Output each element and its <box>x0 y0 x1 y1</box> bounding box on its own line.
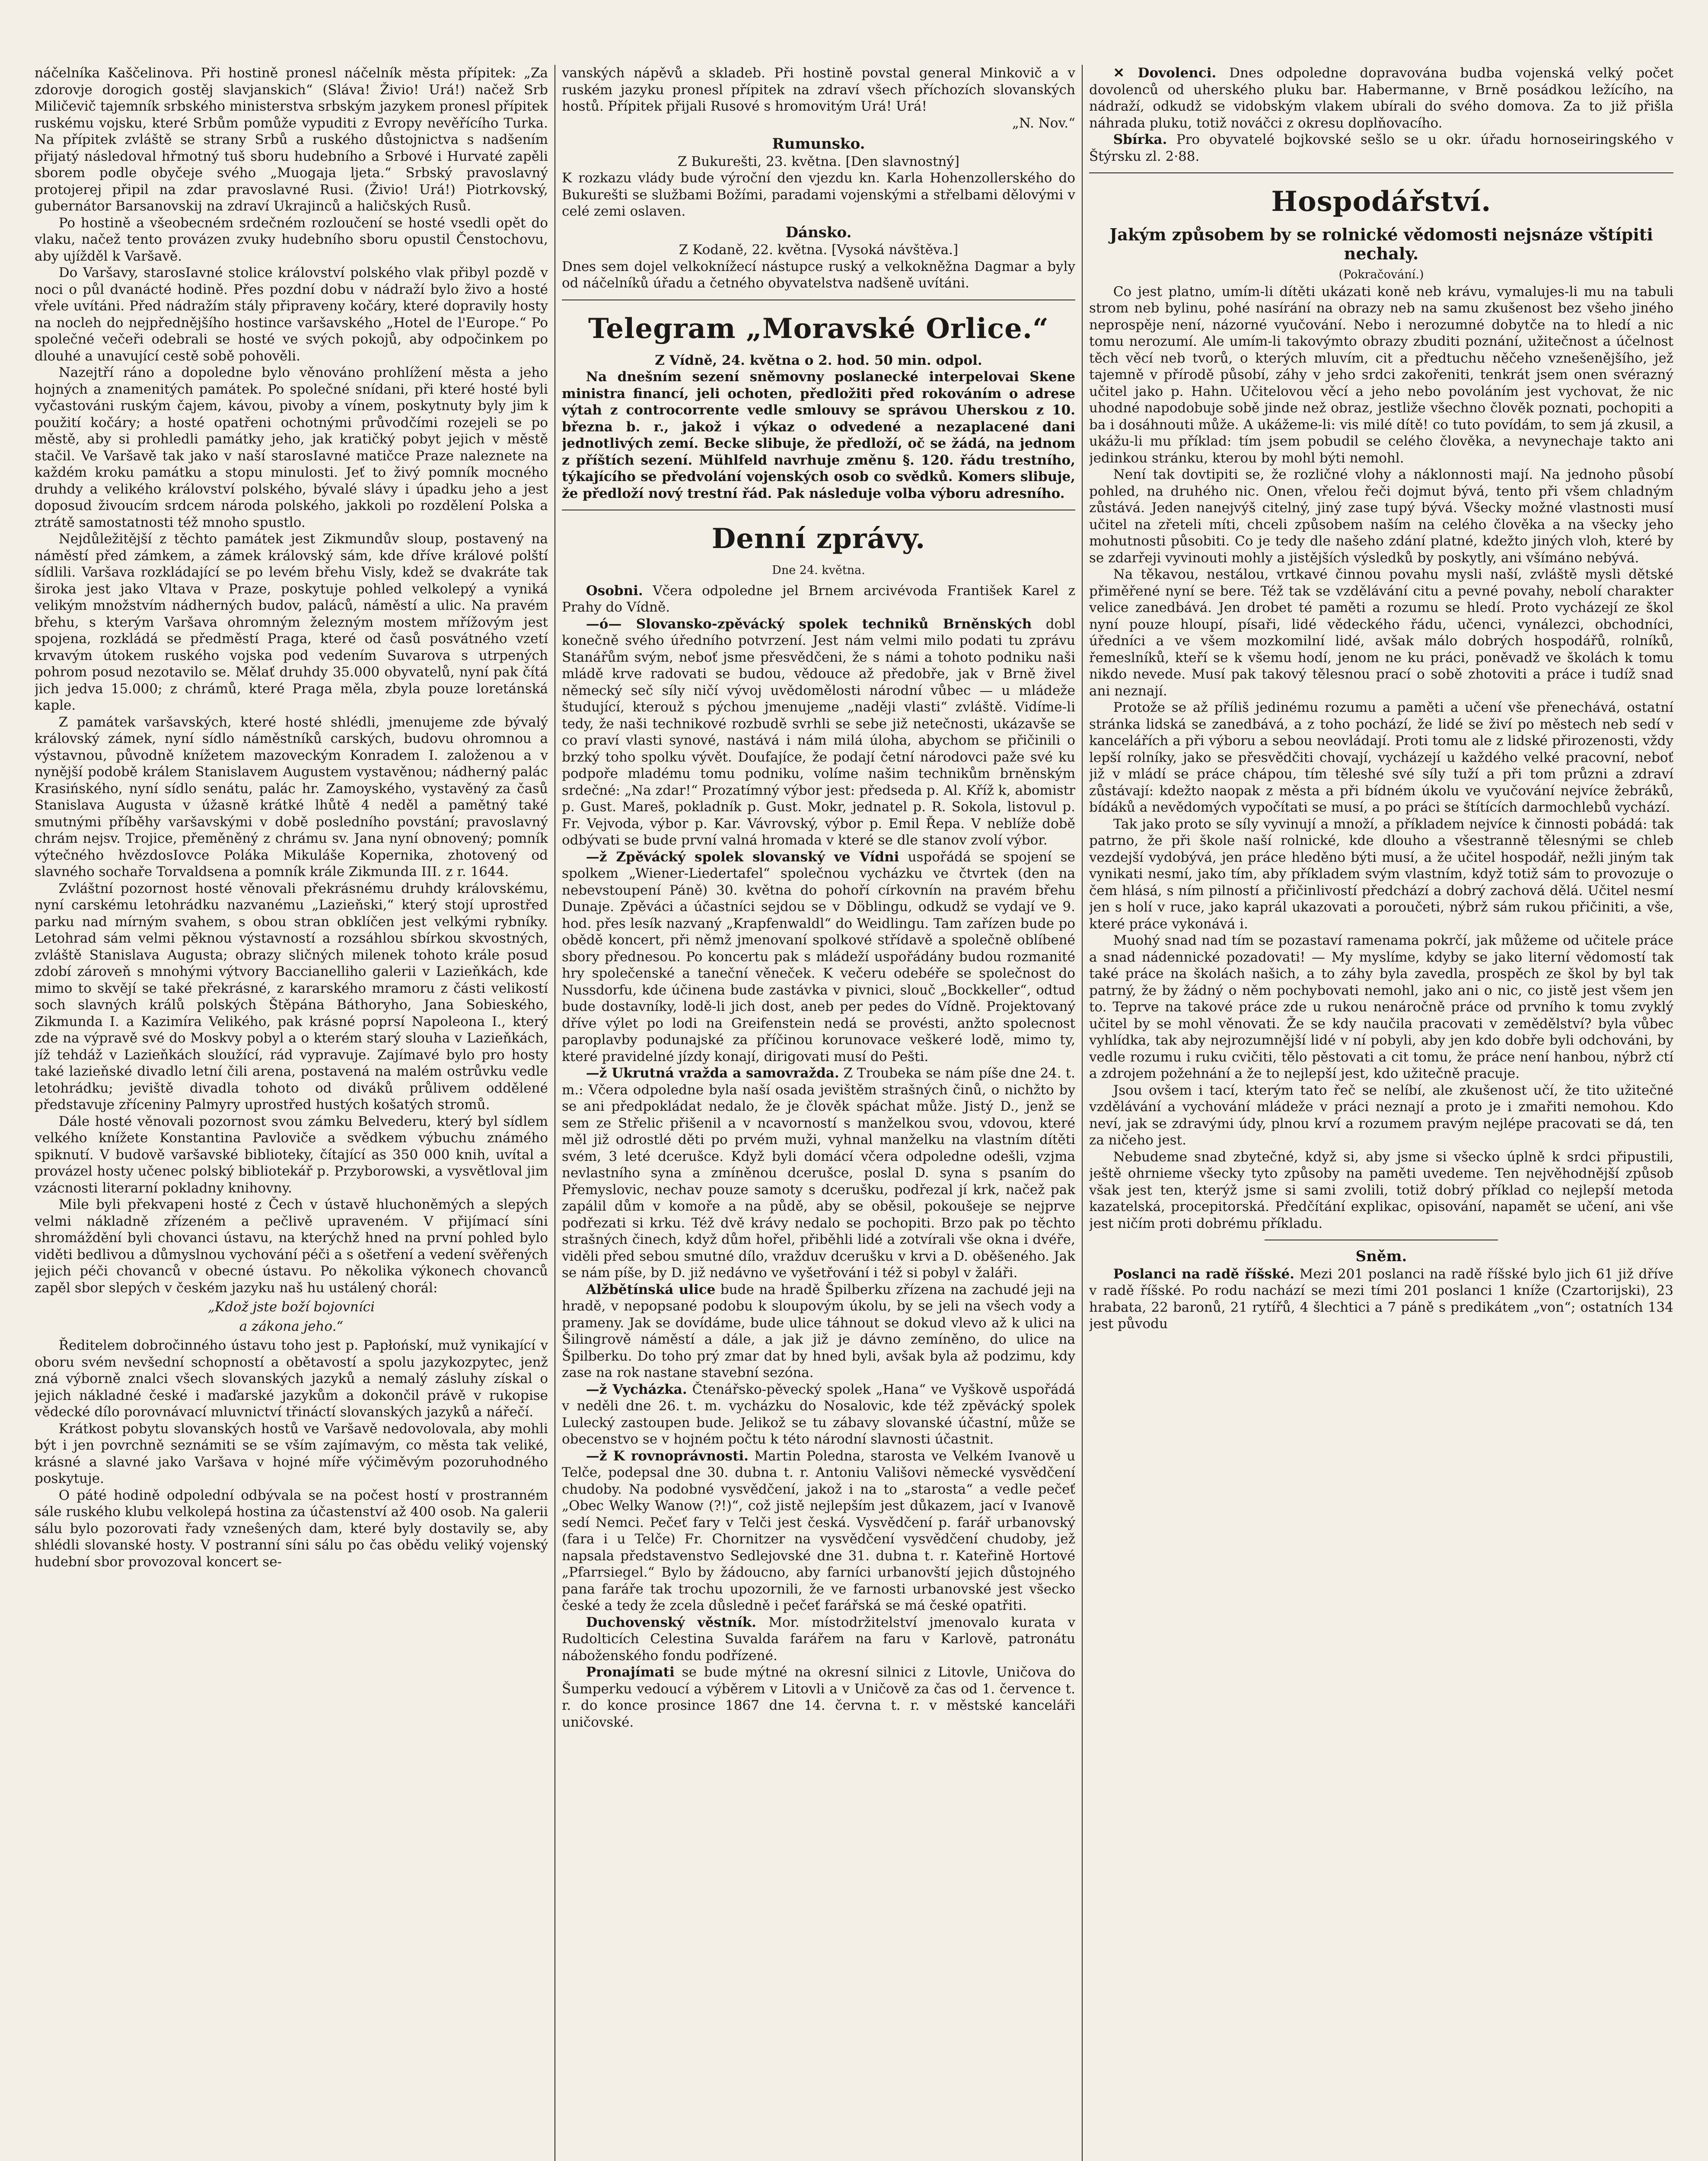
choral-verse-1: „Kdož jste boží bojovníci <box>207 1299 375 1315</box>
article-paragraph: Mile byli překvapeni hosté z Čech v ústavě hluchoněmých a slepých velmi nákladně zřízeném a pečlivě upraveném. V přijímací síni shromáždění byli chovanci ústavu, na kterýchž hned na první pohled bylo viděti bedlivou a důmyslnou vychování péči a s ošetření a vedení svěřených jejich péči chovanců v obecné ústavu. Po několika výkonech chovanců zapěl sbor slepých v českém jazyku naš hu ustálený chorál: <box>35 1197 548 1296</box>
economy-section-title: Hospodářství. <box>1271 185 1491 218</box>
parliament-section-title: Sněm. <box>1355 1248 1407 1265</box>
news-item: Alžbětínská ulice bude na hradě Špilberku zřízena na zachudé jeji na hradě, v nepopsané podobu k sloupovým úkolu, by se jeli na všech vody a prameny. Jak se dovídáme, bude ulice táhnout se dokud vlevo až k ulici na Šilingrově náměstí a dále, a jak již je dávno zemíněno, do ulice na Špilberku. Do toho prý zmar dat by hned byli, avšak byla až podzimu, kdy zase na rok nastane stavební sezóna. <box>562 1281 1075 1380</box>
section-heading-rumunsko: Rumunsko. <box>772 135 865 153</box>
article-paragraph: Protože se až příliš jedinému rozumu a paměti a učení vše přenechává, ostatní stránka lidská se zanedbává, a z toho pochází, že lidé se živí po městech neb sedí v kancelářích a při výboru a sebou neovládají. Proti tomu ale z lidské přirozenosti, vždy lepší rolníky, jako se přesvědčiti chovají, vycházejí u každého velké pracovní, neboť již v mládí se práce chápou, tím těleshé své síly tuží a při tom průzni a zdraví zůstávají: kdežto naopak z města a při bídném úkolu ve vyučování nejvíce žebráků, bídáků a nevědomých vypočítati se musí, a po práci se štítících darmochlebů vychází. <box>1089 700 1673 815</box>
news-item-heading: —ž Zpěvácký spolek slovanský ve Vídni <box>586 849 899 865</box>
news-item: Pronajímati se bude mýtné na okresní silnici z Litovle, Uničova do Šumperku vedoucí a výběrem v Litovli a v Uničově za čas od 1. července t. r. do konce prosince 1867 dne 14. června t. r. v městské kanceláři uničovské. <box>562 1664 1075 1730</box>
daily-news-date: Dne 24. května. <box>772 564 865 577</box>
article-paragraph: Po hostině a všeobecném srdečném rozloučení se hosté vsedli opět do vlaku, načež tento provázen zvuky hudebního sboru opustil Čenstochovu, aby ujížděl k Varšavě. <box>35 215 548 264</box>
telegram-dateline: Z Vídně, 24. května o 2. hod. 50 min. odpol. <box>655 352 982 368</box>
article-paragraph: náčelníka Kaščelinova. Při hostině pronesl náčelník města přípitek: „Za zdorovje dorogich gostěj slavjanskich“ (Sláva! Živio! Urá!) načež Srb Miličevič tajemník srbského ministerstva srbským jazykem pronesl přípitek ruskému vojsku, které Srbům pomůže vypuditi z Evropy nevěřícího Turka. Na přípitek zvláště se strany Srbů a ruského důstojnictva s nadšením přijatý následoval hřmotný tuš sboru hudebního a Srbové i Hurvaté zapěli sborem podle obyčeje svého „Muogaja ljeta.“ Srbský pravoslavný protojerej připil na zdar pravoslavné Rusi. (Živio! Urá!) Piotrkovský, gubernátor Barsanovskij na zdraví Ukrajinců a haličských Rusů. <box>35 65 548 214</box>
article-paragraph: Jsou ovšem i tací, kterým tato řeč se nelíbí, ale zkušenost učí, že tito užitečné vzdělávání a vychování mládeže v práci neznají a proto je i zmařiti nemohou. Kdo neví, jak se zdravými údy, plnou krví a rozumem pravým nejlépe pracovati se dá, ten za ničeho jest. <box>1089 1082 1673 1148</box>
daily-news-title: Denní zprávy. <box>711 523 926 555</box>
news-item: ✕ Dovolenci. Dnes odpoledne dopravována budba vojenská velký počet dovolenců od uherského pluku bar. Habermanne, v Brně posádkou ležícího, na nádraží, odkudž se vidobským vlakem ubírali do svého domova. Za to již přišla náhrada pluku, totiž nováčci z okresu doplňovacího. <box>1089 65 1673 131</box>
news-item: —ž Vycházka. Čtenářsko-pěvecký spolek „Hana“ ve Vyškově uspořádá v neděli dne 26. t. m. vycházku do Nosalovic, kde též zpěvácký spolek Lulecký zastoupen bude. Jelikož se tu zábavy slovanské účastní, může se obecenstvo se v hojném počtu k této národní slavnosti účastnit. <box>562 1381 1075 1447</box>
news-item: —ž K rovnoprávnosti. Martin Poledna, starosta ve Velkém Ivanově u Telče, podepsal dne 30. dubna t. r. Antoniu Vališovi německé vysvědčení chudoby. Na podobné vysvědčení, jakož i na to „starosta“ a vedle pečeť „Obec Welky Wanow (?!)“, což jistě nejlepším jest důkazem, jací v Ivanově sedí Nemci. Pečeť fary v Telči jest česká. Vysvědčení p. farář urbanovský (fara i u Telče) Fr. Chornitzer na vysvědčení vysvědčení chudoby, jež napsala představenstvo Sedlejovské dne 31. dubna t. r. Kateřině Hortové „Pfarrsiegel.“ Bylo by žádoucno, aby farníci urbanovští jejich důstojného pana faráře tak trochu upozornili, že ve farnosti urbanovské jest všecko české a tedy že zcela důsledně i pečeť farářská se má české opatřiti. <box>562 1448 1075 1613</box>
article-paragraph: Dnes sem dojel velkoknížecí nástupce ruský a velkokněžna Dagmar a byly od náčelníků úřadu a četného obyvatelstva nadšeně uvítáni. <box>562 258 1075 291</box>
article-paragraph: Nejdůležitější z těchto památek jest Zikmundův sloup, postavený na náměstí před zámkem, a zámek královský sám, kde dříve králové polští sídlili. Varšava rozkládající se po levém břehu Visly, kdež se dvakráte tak široka jest jako Vltava v Praze, poskytuje pohled velkolepý a vyniká velikým množstvím nádherných budov, paláců, náměstí a ulic. Na pravém břehu, s kterým Varšava ohromným železným mostem mřížovým jest spojena, rozkládá se předměstí Praga, které od časů posvátného vzetí krvavým útokem ruského vojska pod vedením Suvarova s utrpených pohrom posud nezotavilo se. Mělať druhdy 35.000 obyvatelů, nyní pak čítá jich jedva 15.000; z chrámů, které Praga měla, zbyla pouze loretánská kaple. <box>35 531 548 713</box>
telegram-title: Telegram „Moravské Orlice.“ <box>588 312 1049 345</box>
article-paragraph: O páté hodině odpolední odbývala se na počest hostí v prostranném sále ruského klubu velkolepá hostina za účastenství až 400 osob. Na galerii sálu bylo pozorovati řady vzneŝených dam, které byly dostavily se, aby shlédli slovanské hosty. V postranní síni sálu po čas obědu veliký vojenský hudební sbor provozoval koncert se- <box>35 1487 548 1570</box>
article-paragraph: Nazejtří ráno a dopoledne bylo věnováno prohlížení města a jeho hojných a znamenitých památek. Po společné snídani, při které hosté byli vyčastováni ruským čajem, kávou, pivoby a vínem, poskytnuty byly jim k použití kočáry; a hosté opatřeni ochotnými průvodčími rozejeli se po městě, aby si prohledli památky jeho, jak kratičký pobyt jejich v městě stačil. Ve Varšavě tak jako v naší starosIavné matičce Praze naleznete na každém kroku památku a stopu minulosti. Jeť to živý pomník mocného druhdy a velikého království polského, bývalé slávy i úpadku jeho a jest doposud živoucím srdcem národa polského, jakkoli po rozdělení Polska a ztrátě samostatnosti též mnoho spustlo. <box>35 365 548 530</box>
section-divider <box>1089 172 1673 173</box>
news-item: —ž Ukrutná vražda a samovražda. Z Troubeka se nám píše dne 24. t. m.: Včera odpoledne byla naší osada jevištěm strašných činů, o nichžto by se ani předpokládat nedalo, že je člověk spáchat může. Jistý D., jenž se sem ze Střelic přišenil a v ncavorností s manželkou svou, vdovou, které měl již odrostlé děti po prvém muži, vyhnal manželku na vlastním dítěti svém, 3 leté dcerušce. Když byli domácí včera odpoledne odešli, vzjma nevlastního syna a zmíněnou dcerušce, poslal D. syna s psaním do Přemyslovic, nechav pouze samoty s dcerušku, podřezal jí krk, načež pak zapálil dům v komoře a na půdě, aby se oběsil, pokoušeje se nejprve podřezati si krku. Též dvě krávy nedalo se pochopiti. Brzo pak po těchto strašných činech, když dům hořel, přiběhli lidé a zotvírali vše okna i dvéře, viděli před sebou smutné dílo, vražduv dcerušku v krvi a D. oběšeného. Jak se nám píše, by D. již nedávno ve vyšetřování i též si pobyl v žaláři. <box>562 1065 1075 1281</box>
news-item-heading: —ž K rovnoprávnosti. <box>586 1448 749 1464</box>
news-item: —ž Zpěvácký spolek slovanský ve Vídni uspořádá se spojení se spolkem „Wiener-Liedertafel“ společnou vycházku ve čtvrtek (den na nebevstoupení Páně) 30. května do pohoří církovnín na pravém břehu Dunaje. Zpěváci a účastníci sejdou se v Döblingu, odkudž se vydají ve 9. hod. přes lesík nazvaný „Krapfenwaldl“ do Weidlingu. Tam zařízen bude po obědě koncert, při němž jmenovaní spolkové střídavě a společně oblíbené sbory přednesou. Po koncertu pak s mládeží uspořádány budou rozmanité hry společenské a taneční věneček. K večeru odebéře se společnost do Nussdorfu, kde účinena bude zastávka v pivnici, slouč „Bockkeller“, odtud bude dostavníky, lodě-li jich dost, aneb per pedes do Vídně. Projektovaný dříve výlet po lodi na Greifenstein nedá se provésti, anžto spolecnost paroplavby podunajské za příčinou korunovace veškeré lodě, mimo ty, které pravidelné jízdy konají, dirigovati musí do Pešti. <box>562 849 1075 1065</box>
article-paragraph: Tak jako proto se síly vyvinují a množí, a příkladem nejvíce k činnosti pobádá: tak patrno, že při škole naší rolnické, kde dlouho a všestranně tělesnými se chleb vezdejší vydobývá, jen práce hleděno býti musí, a že učitel hospodář, nežli jiným tak vynikati nesmí, jako tím, aby příkladem svým vlastním, když totiž sám to provozuje o čem hlásá, s ním pilností a přičinlivostí předchází a dobrý zachová dělá. Učitel nesmí jen s holí v ruce, jako kaprál ukazovati a poroučeti, nýbrž sám rukou přičiniti, a vše, které práce vykonává i. <box>1089 816 1673 932</box>
telegram-body: Na dnešním sezení sněmovny poslanecké interpelovai Skene ministra financí, jeli ochoten, předložiti před rokováním o adrese výtah z controcorrente vedle smlouvy se správou Uherskou z 10. března b. r., jakož i výkaz o odvedené a nezaplacené dani jednotlivých zemí. Becke slibuje, že předloží, oč se žádá, na jednom z příštích sezení. Mühlfeld navrhuje změnu §. 120. řádu trestního, týkajícího se předvolání vojenských osob co svědků. Komers slibuje, že předloží nový trestní řád. Pak následuje volba výboru adresního. <box>562 369 1075 501</box>
newspaper-column-2 <box>562 65 1075 2161</box>
news-item: Duchovenský věstník. Mor. místodržitelství jmenovalo kurata v Rudolticích Celestina Suvalda farářem na faru v Karlově, patronátu náboženského fondu podřízené. <box>562 1614 1075 1664</box>
article-paragraph: Nebudeme snad zbytečné, když si, aby jsme si všecko úplně k srdci připustili, ještě ohrnieme všecky tyto způsoby na paměti uvedeme. Ten nejvěhodnější způsob však jest ten, kterýž jsme si sami zvolili, totiž dobrý příklad co nejlepší metoda kazatelská, procepitorská. Předčítání explikac, opisování, napamět se učení, ani vše jest ničím proti dobrému příkladu. <box>1089 1149 1673 1231</box>
news-item: Osobni. Včera odpoledne jel Brnem arcivévoda František Karel z Prahy do Vídně. <box>562 583 1075 615</box>
news-item: —ó— Slovansko-zpěvácký spolek techniků Brněnských dobl konečně svého úředního potvrzení. Jest nám velmi milo podati tu zprávu Stanářům svým, neboť jsme přesvědčeni, že s námi a tohoto podniku naši mládě krve radovati se budou, vědouce až předobře, jak v Brně živel německý seč síly ničí vývoj uvědomělosti národní vůbec — u mládeže študující, kterouž s pýchou jmenujeme „naději vlasti“ zvláště. Vidíme-li tedy, že naši technikové rozbudě svrhli se sebe již netečnosti, ukázavše se co praví vlasti synové, nastává i nám milá úloha, abychom se přičinili o brzký toho spolku vývět. Doufajíce, že podají četní národovci paže své ku podpoře mladému tomu podniku, volíme našim technikům brněnským srdečné: „Na zdar!“ Prozatímný výbor jest: předseda p. Al. Kříž k, abomistr p. Gust. Mareš, pokladník p. Gust. Mokr, jednatel p. R. Sokola, listovul p. Fr. Vejvoda, výbor p. Kar. Vávrovský, výbor p. Emil Řepa. V neblíže době odbývati se bude první valná hromada v které se dle stanov zvolí výbor. <box>562 616 1075 848</box>
article-paragraph: Zvláštní pozornost hosté věnovali překrásnému druhdy královskému, nyní carskému letohrádku nazvanému „Lazieňski,“ který stojí uprostřed parku nad mírným svahem, s obou stran obklíčen jest velkými rybníky. Letohrad sám velmi pěknou výstavností a rozsáhlou sbírkou skvostných, zvláště Stanislava Augusta; obrazy sličných milenek tohoto krále posud zdobí zároveň s mnohými výtvory Baccianelliho galerii v Lazieňkách, kde mimo to skvějí se také překrásné, z kararského mramoru z části velikostí soch slavných králů polských Štěpána Báthoryho, Jana Sobieského, Zikmunda I. a Kazimíra Velikého, pak krásné poprsí Napoleona I., který zde na výpravě své do Moskvy pobyl a o kterém starý slouha v Lazieňkách, jíž tehdáž v Lazieňkách sloužící, rád vypravuje. Zajímavé bylo pro hosty také lazieňské divadlo letní čili arena, postavená na malém ostrůvku vedle letohrádku; jeviště divadla tohoto od diváků průlivem oddělené představuje zříceniny Palmyry uprostřed hustých košatých stromů. <box>35 880 548 1112</box>
article-paragraph: Krátkost pobytu slovanských hostů ve Varšavě nedovolovala, aby mohli být i jen povrchně seznámiti se se vším zajímavým, co města tak veliké, krásné a slavné jako Varšava v hojné míře výčiměvým pozoruhodného poskytuje. <box>35 1421 548 1486</box>
column-divider <box>554 65 555 2161</box>
news-item-heading: —ž Ukrutná vražda a samovražda. <box>586 1065 839 1081</box>
dateline: Z Bukurešti, 23. května. [Den slavnostný] <box>678 153 959 169</box>
column-divider <box>1082 65 1083 2161</box>
article-paragraph: Do Varšavy, starosIavné stolice království polského vlak přibyl pozdě v noci o půl dvanácté hodině. Přes pozdní dobu v nádraží bylo živo a hosté vřele uvítáni. Před nádražím stály připraveny kočáry, které dopravily hosty na nocleh do nejpřednějšího hostince varšavského „Hotel de l'Europe.“ Po společné večeři odebrali se hosté ve svých pokojů, aby odpočinkem po dlouhé a unavující cestě sobě pohověli. <box>35 265 548 364</box>
article-paragraph: vanských nápěvů a skladeb. Při hostině povstal general Minkovič a v ruském jazyku pronesl přípitek na zdraví všech příchozích slovanských hostů. Přípitek přijali Rusové s hromovitým Urá! Urá! <box>562 65 1075 114</box>
news-item-heading: Pronajímati <box>586 1664 675 1680</box>
news-item-heading: Osobni. <box>586 583 643 599</box>
newspaper-column-1 <box>35 65 548 2161</box>
article-paragraph: Na těkavou, nestálou, vrtkavé činnou povahu mysli naší, zvláště mysli dětské přiměřené nyní se bere. Též tak se vzdělávání citu a pevné povahy, nebolí charakter velice zanedbává. Jen drobet té paměti a rozumu se hledí. Proto vycházejí ze škol nyní pouze hloupí, písaři, lidé vědeckého řádu, učenci, vynálezci, obchodníci, úředníci a ve všem mozkomilní lidé, avšak málo dobrých hospodářů, rolníků, řemeslníků, kteří se k všemu hodí, jenom ne ku práci, poněvadž ve školách k tomu nikdo nevede. Musí pak takový tělesnou prací o sobě zhotoviti a práce i tudíž snad ani neznají. <box>1089 567 1673 699</box>
news-item-heading: ✕ Dovolenci. <box>1113 65 1217 81</box>
article-paragraph: Co jest platno, umím-li dítěti ukázati koně neb krávu, vymalujes-li mu na tabuli strom neb bylinu, pohé nasírání na obrazy neb na samu zkušenost bez všeho jiného neprospěje není, názorné vyučování. Nebo i nerozumné dobytče na to hledí a nic tomu nerozumí. Ale umím-li takovýmto obrazy zbuditi poznání, užitečnost a účelnost těch věcí neb tvorů, o kterých mluvím, cit a předtuchu něčeho vznešenějšího, jež tajemně v přírodě působí, záhy v jeho srdci zakořeniti, tenkrát jsem onen svérazný učitel jako p. Hahn. Učitelovou věcí a jeho nebo povoláním jest vychovat, že nic uhodné napodobuje sobě jinde než obraz, jestliže všechno člověk poznati, pochopiti a ba i dosáhnouti může. A ukážeme-li: vis milé dítě! co tuto povídám, to sem já zkusil, a ukážu-li mu příklad: tím jsem pobudil se celého člověka, a nevynechaje takto ani jedinkou stránku, kterou by mohl býti nemohl. <box>1089 284 1673 466</box>
article-title: Jakým způsobem by se rolnické vědomosti nejsnáze vštípiti nechaly. <box>1109 225 1653 263</box>
news-item: Sbírka. Pro obyvatelé bojkovské sešlo se u okr. úřadu hornoseiringského v Štýrsku zl. 2·88. <box>1089 132 1673 164</box>
article-paragraph: Z památek varšavských, které hosté shlédli, jmenujeme zde bývalý královský zámek, nyní sídlo náměstníků carských, budovu ohromnou a výstavnou, původně knížetem mazoveckým Konradem I. založenou a v nynější podobě králem Stanislavem Augustem vystavěnou; nádherný palác Krasińského, nyní sídlo senátu, palác hr. Zamoyského, vystavěný za časů Stanislava Augusta v úžasně krátké lhůtě 4 neděl a pamětný také smutnými příběhy varšavskými v době posledního povstání; pravoslavný chrám nejsv. Trojice, přeměněný z chrámu sv. Jana nyní obnovený; pomník výtečného hvězdosIovce Poláka Mikuláše Kopernika, zhotovený od slavného sochaře Torvaldsena a pomník krále Zikmunda III. z r. 1644. <box>35 714 548 880</box>
section-heading-dansko: Dánsko. <box>785 223 852 241</box>
article-paragraph: Není tak dovtipiti se, že rozličné vlohy a náklonnosti mají. Na jednoho působí pohled, na druhého nic. Onen, vřelou řeči dojmut bývá, tento při všem chladným zůstává. Jeden nanejvýš citelný, jiný zase tupý bývá. Všecky možné vlastnosti musí učitel na zřeteli míti, chceli způsobem naším na celého člověka a na všecky jeho mohutnosti působiti. Co je tedy dle našeho zdání platné, kdežto jiných vloh, které by se zdarřeji vyvinouti mohly a jistějších výsledků by poskytly, ani všímáno nebývá. <box>1089 467 1673 566</box>
choral-verse-2: a zákona jeho.“ <box>239 1318 344 1334</box>
news-item-heading: Duchovenský věstník. <box>586 1614 756 1630</box>
article-paragraph: Dále hosté věnovali pozornost svou zámku Belvederu, který byl sídlem velkého knížete Konstantina Pavloviče a svědkem výbuchu známého spiknutí. V budově varšavské biblioteky, čítající as 350 000 knih, uvítal a provázel hosty učenec polský bibliotekář p. Przyborowski, a vysvětloval jim vzácnosti literarní pokladny knihovny. <box>35 1113 548 1196</box>
continuation-note: (Pokračování.) <box>1338 268 1424 281</box>
news-item-heading: —ó— Slovansko-zpěvácký spolek techniků Brněnských <box>586 616 1032 632</box>
news-item-heading: Sbírka. <box>1113 132 1167 147</box>
news-item-heading: —ž Vycházka. <box>586 1381 687 1397</box>
article-paragraph: K rozkazu vlády bude výroční den vjezdu kn. Karla Hohenzollerského do Bukurešti se službami Božími, paradami vojenskými a střelbami dělovými v celé zemi oslaven. <box>562 170 1075 219</box>
news-item-heading: Poslanci na radě říšské. <box>1113 1266 1294 1282</box>
newspaper-column-3 <box>1089 65 1673 2161</box>
article-paragraph: Muohý snad nad tím se pozastaví ramenama pokrčí, jak můžeme od učitele práce a snad nádennické pozadovati! — My myslíme, kdyby se jako literní vědomostí tak také práce na školách našich, a to záhy byla zavedla, prospěch ze škol by byl tak patrný, že by žádný o něm pochybovati nemohl, jako ani o nic, co jistě jest všem jen to. Teprve na takové práce zde u rukou nenáročně práce od prvního k tomu zvyklý učitel by se mohl věnovati. Že se kdy naučila pracovati v zemědělství? byla vůbec vyhlídka, tak aby nejrozumnější lidé v ní pobyli, aby jen kdo dobře byli odchováni, by vedle rozumu i ruku cvičiti, tělo pěstovati a cit tomu, že práce není hanbou, nýbrž ctí a zdrojem požehnání a že to nejlepší jest, kdo užitečně pracuje. <box>1089 933 1673 1081</box>
news-item: Poslanci na radě říšské. Mezi 201 poslanci na radě říšské bylo jich 61 již dříve v radě říšské. Po rodu nachází se mezi tími 201 poslanci 1 kníže (Czartorijski), 23 hrabata, 22 baronů, 21 rytířů, 4 šlechtici a 7 páně s predikátem „von“; ostatních 134 jest původu <box>1089 1266 1673 1332</box>
source-signature: „N. Nov.“ <box>1012 115 1075 131</box>
article-paragraph: Ředitelem dobročinného ústavu toho jest p. Papłońskí, muž vynikající v oboru svém nevšední schopností a obětavostí a spolu jazykozpytec, jenž zná výborně znalci všech slovanských jazyků a nemalý zásluhy získal o jejich nákladné české i maďarské jazykům a dokončil právě v rukopise vědecké dílo porovnávací mluvnictví třináctí slovanských jazyků a nářečí. <box>35 1338 548 1420</box>
news-item-heading: Alžbětínská ulice <box>586 1281 716 1297</box>
dateline: Z Kodaně, 22. května. [Vysoká návštěva.] <box>679 242 959 258</box>
